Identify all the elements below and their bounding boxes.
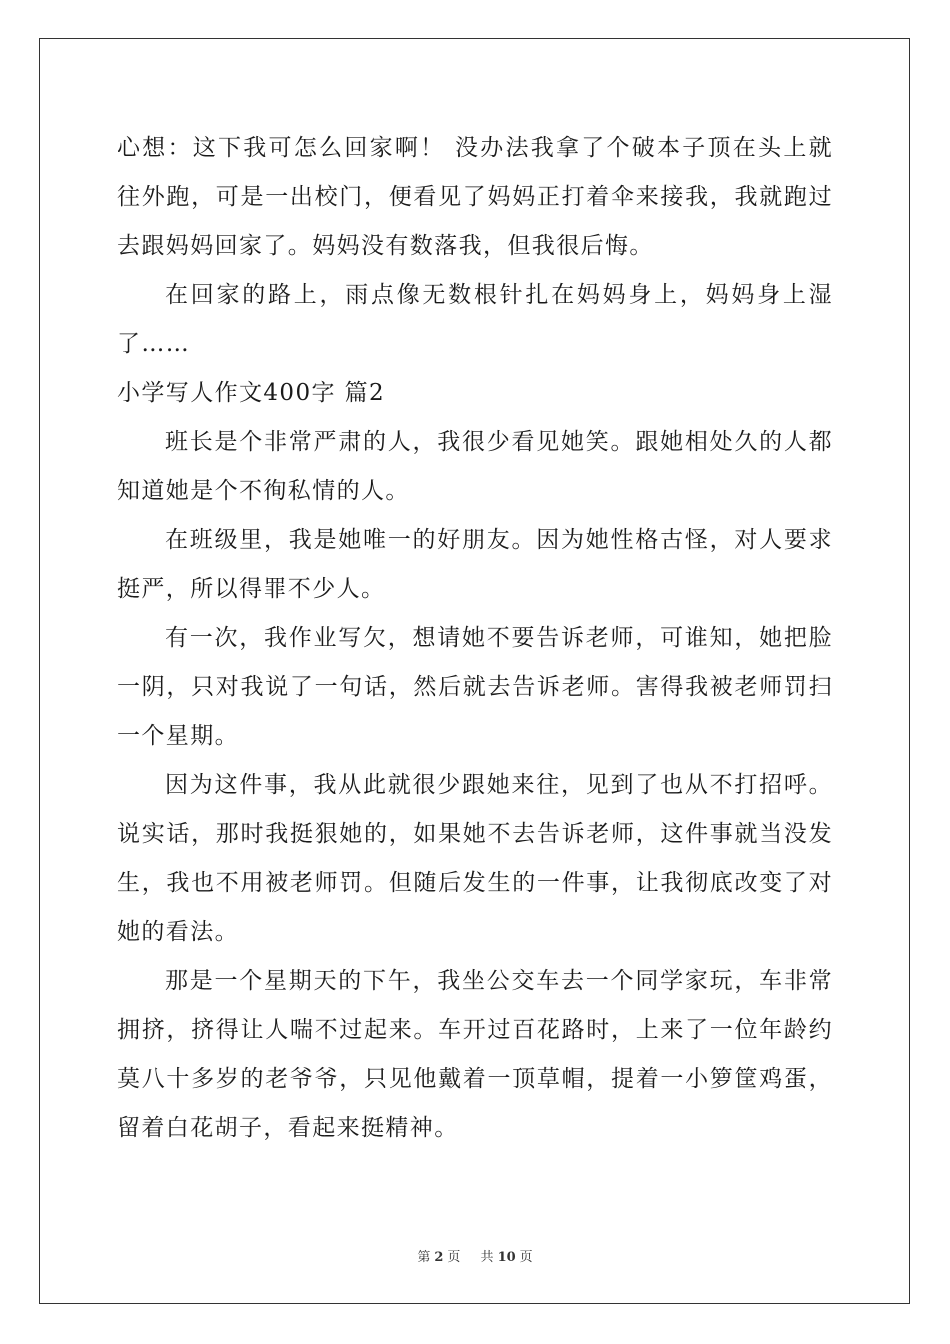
paragraph: 在回家的路上，雨点像无数根针扎在妈妈身上，妈妈身上湿了…… <box>117 282 833 357</box>
paragraph: 班长是个非常严肃的人，我很少看见她笑。跟她相处久的人都知道她是个不徇私情的人。 <box>117 429 833 504</box>
paragraph: 那是一个星期天的下午，我坐公交车去一个同学家玩，车非常拥挤，挤得让人喘不过起来。车开过百花路时，上来了一位年龄约莫八十多岁的老爷爷，只见他戴着一顶草帽，提着一小箩筐鸡蛋，留着白花胡子，看起来挺精神。 <box>117 968 833 1141</box>
paragraph: 在班级里，我是她唯一的好朋友。因为她性格古怪，对人要求挺严，所以得罪不少人。 <box>117 527 833 602</box>
page-number: 第 2 页 <box>417 1250 461 1265</box>
document-body <box>117 124 833 1153</box>
paragraph: 因为这件事，我从此就很少跟她来往，见到了也从不打招呼。说实话，那时我挺狠她的，如果她不去告诉老师，这件事就当没发生，我也不用被老师罚。但随后发生的一件事，让我彻底改变了对她的看法。 <box>117 772 833 945</box>
page-total: 共 10 页 <box>480 1250 533 1265</box>
page-footer <box>0 1246 950 1265</box>
paragraph: 有一次，我作业写欠，想请她不要告诉老师，可谁知，她把脸一阴，只对我说了一句话，然后就去告诉老师。害得我被老师罚扫一个星期。 <box>117 625 833 749</box>
paragraph: 心想：这下我可怎么回家啊！ 没办法我拿了个破本子顶在头上就往外跑，可是一出校门，便看见了妈妈正打着伞来接我，我就跑过去跟妈妈回家了。妈妈没有数落我，但我很后悔。 <box>117 135 833 259</box>
section-heading: 小学写人作文400字 篇2 <box>117 380 386 406</box>
